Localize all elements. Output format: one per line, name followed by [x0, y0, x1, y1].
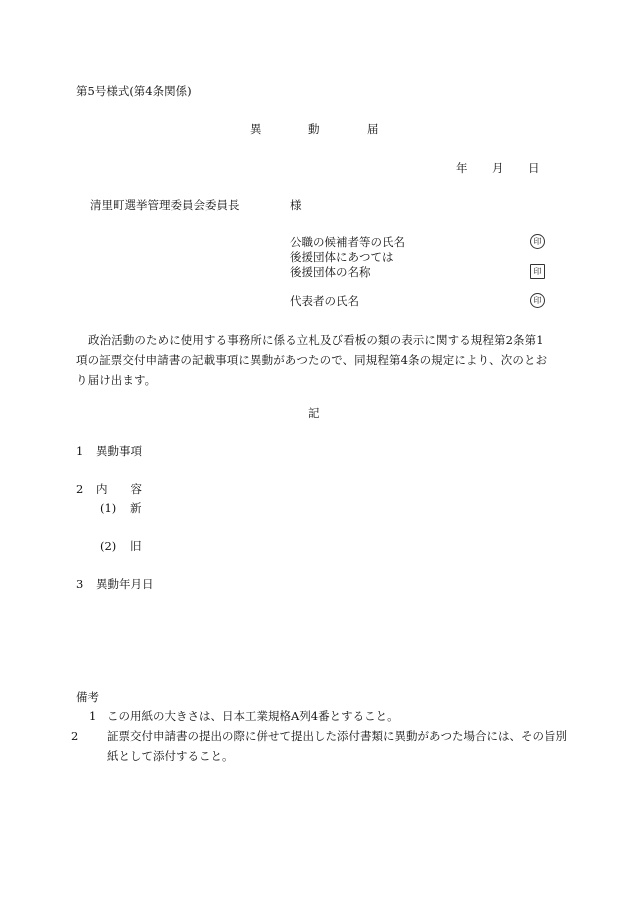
sub-item-number: (2) — [100, 539, 117, 553]
date-day: 日 — [528, 161, 540, 175]
representative-name-label: 代表者の氏名 — [290, 294, 359, 308]
title-char-2: 動 — [308, 122, 320, 136]
item-2-sub-2 — [100, 539, 142, 553]
item-label: 内 容 — [96, 482, 142, 496]
declaration-text: 政治活動のために使用する事務所に係る立札及び看板の類の表示に関する規程第2条第1項の証票交付申請書の記載事項に異動があつたので、同規程第4条の規定により、次のとおり届け出ます。 — [76, 333, 548, 387]
sub-item-label: 新 — [130, 501, 142, 515]
note-text: この用紙の大きさは、日本工業規格A列4番とすること。 — [107, 709, 399, 723]
item-label: 異動事項 — [96, 444, 142, 458]
seal-circle-icon: 印 — [530, 293, 545, 308]
note-number: 2 — [71, 729, 79, 743]
notes-heading: 備考 — [76, 690, 99, 704]
seal-square-icon: 印 — [530, 264, 545, 279]
item-3 — [76, 577, 154, 591]
sub-item-label: 旧 — [130, 539, 142, 553]
item-2-sub-1 — [100, 501, 142, 515]
addressee: 清里町選挙管理委員会委員長 — [90, 198, 240, 212]
item-number: 3 — [76, 577, 84, 591]
item-2 — [76, 482, 142, 496]
note-text: 証票交付申請書の提出の際に併せて提出した添付書類に異動があつた場合には、その旨別紙として添付すること。 — [107, 729, 567, 763]
note-2 — [71, 726, 572, 766]
candidate-name-label: 公職の候補者等の氏名 — [290, 235, 405, 249]
date-year: 年 — [456, 161, 468, 175]
support-group-name-label: 後援団体の名称 — [290, 265, 371, 279]
item-1 — [76, 444, 142, 458]
form-number: 第5号様式(第4条関係) — [76, 84, 192, 98]
title-char-1: 異 — [250, 122, 262, 136]
item-number: 1 — [76, 444, 84, 458]
item-number: 2 — [76, 482, 84, 496]
title-char-3: 届 — [367, 122, 379, 136]
note-1 — [89, 706, 554, 726]
date-month: 月 — [492, 161, 504, 175]
seal-circle-icon: 印 — [530, 234, 545, 249]
honorific-sama: 様 — [290, 198, 302, 212]
support-group-note: 後援団体にあつては — [290, 250, 394, 264]
item-label: 異動年月日 — [96, 577, 154, 591]
ki-heading: 記 — [308, 406, 320, 420]
sub-item-number: (1) — [100, 501, 117, 515]
note-number: 1 — [89, 709, 97, 723]
